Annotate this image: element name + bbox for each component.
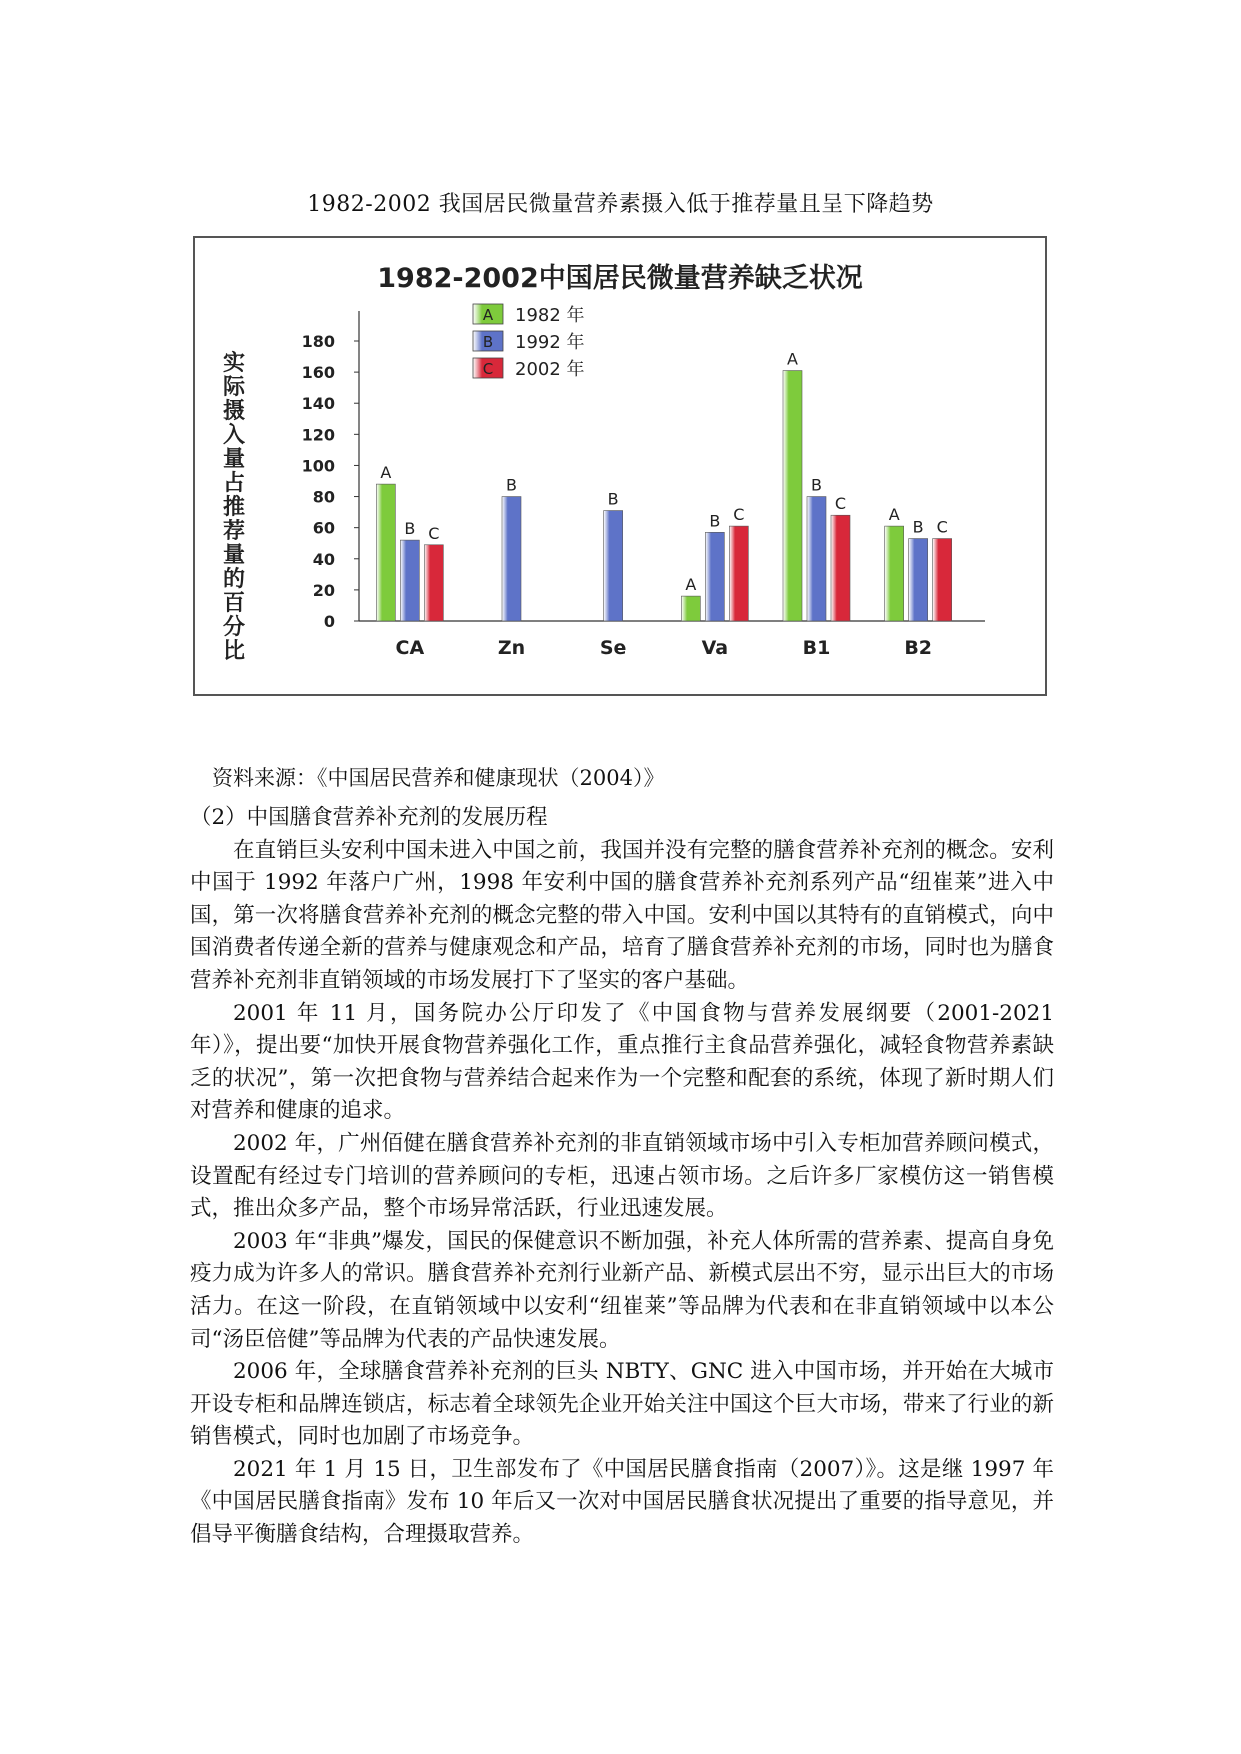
- legend-label: 1992 年: [515, 332, 585, 353]
- bar-marker-label: B: [912, 517, 924, 537]
- legend-marker: C: [482, 360, 494, 378]
- y-tick-label: 120: [301, 425, 335, 445]
- x-tick-label: Se: [599, 637, 627, 659]
- y-tick-label: 60: [312, 518, 335, 538]
- y-tick-label: 0: [323, 612, 335, 631]
- legend-label: 2002 年: [515, 359, 585, 380]
- y-tick-label: 180: [301, 332, 335, 351]
- section-heading: （2）中国膳食营养补充剂的发展历程: [190, 805, 548, 830]
- bar-B1-C: [831, 515, 850, 621]
- paragraph: 2021 年 1 月 15 日，卫生部发布了《中国居民膳食指南（2007）》。这是继 1997 年《中国居民膳食指南》发布 10 年后又一次对中国居民膳食状况提出了重要的指导意见，并倡导平衡膳食结构，合理摄取营养。: [190, 1456, 1054, 1548]
- bar-CA-B: [400, 540, 419, 621]
- y-tick-label: 40: [312, 549, 335, 569]
- body-text: [190, 802, 1054, 1552]
- x-tick-label: Zn: [497, 637, 526, 659]
- bar-B1-B: [807, 497, 826, 621]
- x-tick-label: B1: [802, 637, 831, 659]
- y-tick-label: 80: [312, 487, 335, 507]
- bar-marker-label: B: [506, 475, 517, 495]
- x-tick-label: Va: [701, 637, 729, 659]
- bar-marker-label: C: [936, 517, 948, 537]
- legend-label: 1982 年: [515, 305, 585, 326]
- bar-B2-B: [909, 539, 928, 621]
- bar-marker-label: C: [733, 505, 745, 525]
- bar-marker-label: A: [380, 463, 392, 483]
- source-note: 资料来源：《中国居民营养和健康现状（2004）》: [212, 766, 665, 790]
- bar-CA-A: [376, 484, 395, 621]
- bar-marker-label: B: [811, 475, 822, 495]
- bar-marker-label: C: [428, 523, 440, 543]
- x-tick-label: CA: [395, 637, 425, 659]
- bar-marker-label: A: [888, 505, 900, 525]
- bar-Se-B: [604, 511, 623, 621]
- chart-plot: [195, 238, 1045, 694]
- paragraph: 2003 年“非典”爆发，国民的保健意识不断加强，补充人体所需的营养素、提高自身免疫力成为许多人的常识。膳食营养补充剂行业新产品、新模式层出不穷，显示出巨大的市场活力。在这一阶段，在直销领域中以安利“纽崔莱”等品牌为代表和在非直销领域中以本公司“汤臣倍健”等品牌为代表的产品快速发展。: [190, 1228, 1054, 1352]
- x-tick-label: B2: [904, 637, 933, 659]
- bar-marker-label: C: [834, 494, 847, 514]
- bar-chart: [193, 236, 1047, 696]
- bar-CA-C: [424, 545, 443, 621]
- paragraph: 2001 年 11 月，国务院办公厅印发了《中国食物与营养发展纲要（2001-2021 年）》，提出要“加快开展食物营养强化工作，重点推行主食品营养强化，减轻食物营养素缺乏的状况”，第一次把食物与营养结合起来作为一个完整和配套的系统，体现了新时期人们对营养和健康的追求。: [190, 1000, 1054, 1124]
- bar-Va-B: [705, 532, 724, 621]
- bar-Va-A: [681, 596, 700, 621]
- bar-marker-label: A: [685, 575, 697, 595]
- paragraph: 2002 年，广州佰健在膳食营养补充剂的非直销领域市场中引入专柜加营养顾问模式，设置配有经过专门培训的营养顾问的专柜，迅速占领市场。之后许多厂家模仿这一销售模式，推出众多产品，整个市场异常活跃，行业迅速发展。: [190, 1130, 1054, 1222]
- paragraph: 2006 年，全球膳食营养补充剂的巨头 NBTY、GNC 进入中国市场，并开始在大城市开设专柜和品牌连锁店，标志着全球领先企业开始关注中国这个巨大市场，带来了行业的新销售模式，同时也加剧了市场竞争。: [190, 1359, 1054, 1450]
- legend-marker: A: [482, 306, 494, 324]
- y-tick-label: 20: [312, 580, 335, 600]
- legend-marker: B: [482, 333, 494, 351]
- chart-title: 1982-2002中国居民微量营养缺乏状况: [377, 263, 863, 294]
- bar-B2-C: [933, 539, 952, 621]
- y-axis-label: 实际摄入量占推荐量的百分比: [222, 351, 245, 664]
- bar-B2-A: [885, 526, 904, 621]
- bar-marker-label: A: [787, 349, 798, 369]
- bar-Zn-B: [502, 497, 521, 621]
- bar-marker-label: B: [709, 511, 721, 531]
- bar-Va-C: [729, 526, 748, 621]
- figure-caption: 1982-2002 我国居民微量营养素摄入低于推荐量且呈下降趋势: [307, 192, 934, 217]
- bar-B1-A: [783, 371, 802, 621]
- paragraph: 在直销巨头安利中国未进入中国之前，我国并没有完整的膳食营养补充剂的概念。安利中国于 1992 年落户广州，1998 年安利中国的膳食营养补充剂系列产品“纽崔莱”进入中国，第一次将膳食营养补充剂的概念完整的带入中国。安利中国以其特有的直销模式，向中国消费者传递全新的营养与健康观念和产品，培育了膳食营养补充剂的市场，同时也为膳食营养补充剂非直销领域的市场发展打下了坚实的客户基础。: [190, 837, 1054, 993]
- y-tick-label: 100: [301, 456, 335, 476]
- y-tick-label: 140: [301, 394, 335, 414]
- bar-marker-label: B: [607, 489, 619, 509]
- y-tick-label: 160: [301, 363, 335, 383]
- bar-marker-label: B: [404, 519, 416, 539]
